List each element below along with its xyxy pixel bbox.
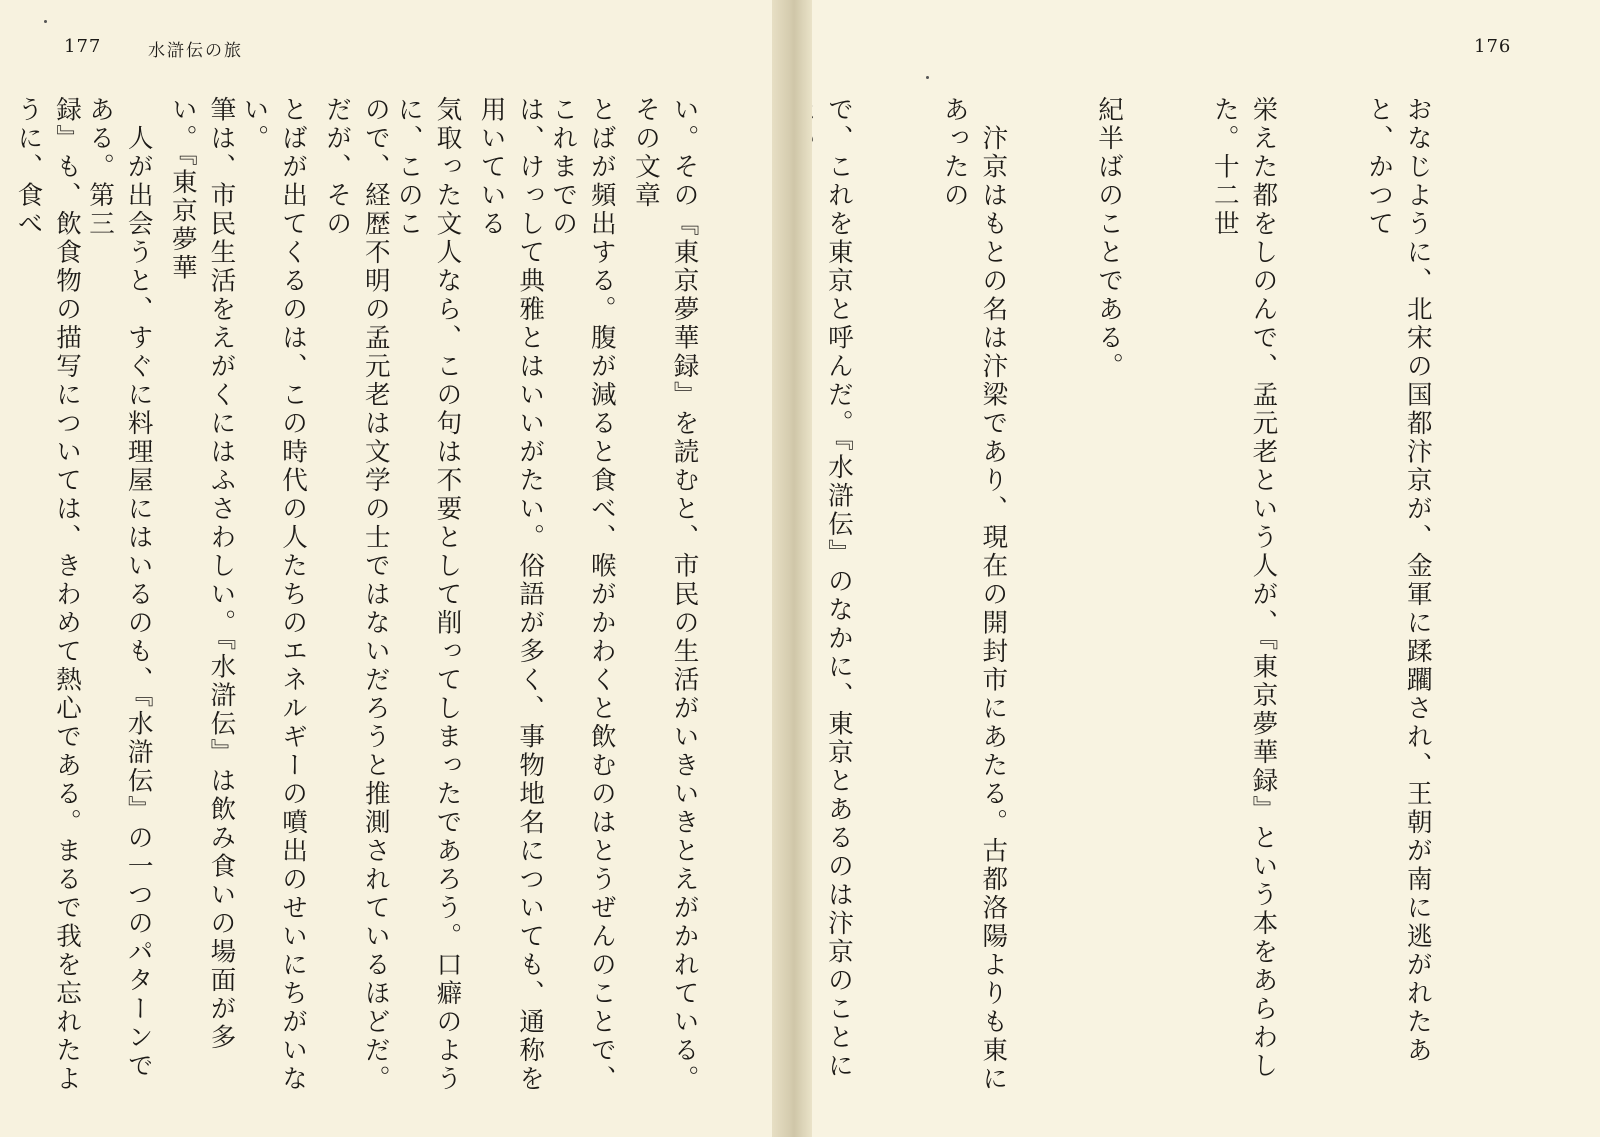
text-column: で、これを東京と呼んだ。『水滸伝』のなかに、東京とあるのは汴京のことに [823,96,854,1081]
text-column: 録』も、飲食物の描写については、きわめて熱心である。まるで我を忘れたように、食べ [13,96,83,1094]
text-column: おなじように、北宋の国都汴京が、金軍に蹂躙され、王朝が南に逃がれたあと、かつて [1364,96,1433,1065]
text-column: は、けっして典雅とはいいがたい。俗語が多く、事物地名についても、通称を用いている [476,96,546,1094]
text-column: 汴京はもとの名は汴梁であり、現在の開封市にあたる。古都洛陽よりも東にあったの [939,96,1009,1094]
text-column: 気取った文人なら、この句は不要として削ってしまったであろう。口癖のように、このこ [393,96,463,1094]
text-column: 筆は、市民生活をえがくにはふさわしい。『水滸伝』は飲み食いの場面が多い。『東京夢華 [167,96,237,1053]
paper-speck [926,76,929,79]
text-column: 人が出会うと、すぐに料理屋にはいるのも、『水滸伝』の一つのパターンである。第三 [85,96,154,1081]
text-column: ので、経歴不明の孟元老は文学の士ではないだろうと推測されているほどだ。だが、その [322,96,391,1094]
left-page-number: 177 [64,36,102,57]
text-column: 栄えた都をしのんで、孟元老という人が、『東京夢華録』という本をあらわした。十二世 [1209,96,1279,1081]
running-head: 水滸伝の旅 [148,41,243,61]
text-column: とばが頻出する。腹が減ると食べ、喉がかわくと飲むのはとうぜんのことで、これまでの [548,96,617,1094]
text-column: とばが出てくるのは、この時代の人たちのエネルギーの噴出のせいにちがいない。 [239,96,309,1094]
paper-speck [44,20,47,23]
right-page-number: 176 [1474,36,1512,57]
book-gutter [772,0,812,1137]
text-column: い。その『東京夢華録』を読むと、市民の生活がいきいきとえがかれている。その文章 [630,96,700,1094]
text-column: 紀半ばのことである。 [1094,96,1125,381]
